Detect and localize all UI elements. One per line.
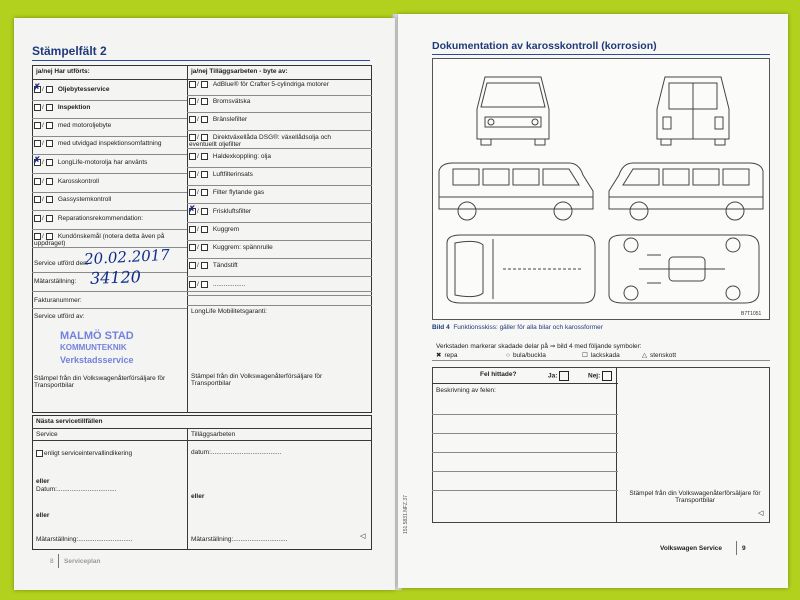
extra-label: AdBlue® för Crafter 5-cylindriga motorer (212, 81, 329, 89)
extra-row[interactable]: / Bränslefilter (189, 116, 339, 123)
done-row[interactable]: ✗ / LongLife-motorolja har använts (33, 155, 148, 167)
van-top-view (447, 235, 595, 303)
yes-checkbox[interactable] (34, 122, 41, 129)
dealer-stamp: MALMÖ STAD KOMMUNTEKNIK Verkstadsservice (60, 330, 134, 365)
van-underbody-view (609, 235, 759, 303)
no-checkbox[interactable] (201, 116, 208, 123)
no-checkbox[interactable] (46, 159, 53, 166)
yes-checkbox[interactable] (189, 189, 196, 196)
right-heading-rule (432, 54, 770, 55)
left-page-number: 8 (50, 558, 54, 565)
col1-header: ja/nej Har utförts: (36, 68, 90, 75)
stamp-caption-right: Stämpel från din Volkswagenåterförsäljare för Transportbilar (191, 373, 323, 388)
longlife-label: LongLife Mobilitetsgaranti: (191, 308, 267, 315)
odometer-handwritten: 34120 (89, 267, 142, 288)
extra-label: Kuggrem (212, 226, 240, 234)
extra-label: Haldexkoppling: olja (212, 153, 271, 161)
extra-label: Bränslefilter (212, 116, 248, 124)
image-code: B7T1051 (741, 311, 762, 317)
symbol-stenskott: △ stenskott (642, 352, 677, 359)
done-label: Oljebytesservice (57, 86, 110, 94)
left-heading: Stämpelfält 2 (32, 44, 107, 58)
van-right-side-view (609, 163, 763, 220)
performed-by-label: Service utförd av: (34, 313, 85, 320)
stamp-caption-left: Stämpel från din Volkswagenåterförsäljare för Transportbilar (34, 375, 166, 390)
extra-row[interactable]: / Tändstift (189, 262, 339, 269)
extra-row[interactable]: / Luftfilterinsats (189, 171, 339, 178)
no-checkbox[interactable] (46, 140, 53, 147)
next-service-col2: Tilläggsarbeten (191, 431, 236, 438)
extra-label: Direktväxellåda DSG®: växellådsolja och eventuellt oljefilter (189, 134, 332, 149)
next-odometer-field-1[interactable]: Mätarställning:.............................. (36, 536, 133, 543)
yes-checkbox[interactable] (189, 153, 196, 160)
extra-label: Kuggrem: spännrulle (212, 244, 273, 252)
symbol-lackskada: ☐ lackskada (582, 352, 620, 359)
done-row[interactable]: / Karosskontroll (34, 178, 184, 185)
done-label: Kundönskemål (notera detta även på uppdraget) (34, 233, 165, 248)
eller-1: eller (36, 478, 50, 485)
vehicle-diagram (432, 58, 770, 320)
triangle-marker-right: ◁ (758, 510, 764, 517)
yes-checkbox[interactable] (189, 171, 196, 178)
heading-rule (32, 60, 370, 61)
extra-row[interactable]: / Kuggrem: spännrulle (189, 244, 339, 251)
done-row[interactable]: / Inspektion (34, 104, 184, 111)
done-row[interactable]: / med motoroljebyte (34, 122, 184, 129)
interval-option[interactable]: enligt serviceintervallindikering (36, 450, 132, 457)
van-front-view (477, 77, 549, 145)
yes-checkbox[interactable] (189, 81, 196, 88)
done-row[interactable]: / Gassystemkontroll (34, 196, 184, 203)
yes-checkbox[interactable]: ✗ (33, 82, 41, 93)
no-checkbox[interactable] (201, 153, 208, 160)
extra-label: .................. (212, 281, 246, 289)
yes-checkbox[interactable] (189, 134, 196, 141)
right-page-number: 9 (742, 545, 746, 552)
extra-label: Luftfilterinsats (212, 171, 253, 179)
odometer-label: Mätarställning: (34, 278, 77, 285)
no-checkbox[interactable] (46, 196, 53, 203)
service-date-handwritten: 20.02.2017 (83, 245, 171, 269)
done-label: LongLife-motorolja har använts (57, 159, 148, 167)
next-datum-field[interactable]: datum:....................................... (191, 449, 282, 456)
done-label: Inspektion (57, 104, 91, 112)
done-label: Gassystemkontroll (57, 196, 112, 204)
symbol-instructions: Verkstaden markerar skadade delar på ⇒ bild 4 med följande symboler: (436, 343, 642, 350)
extra-row[interactable]: / Direktväxellåda DSG®: växellådsolja och eventuellt oljefilter (189, 134, 332, 149)
extra-label: Friskluftsfilter (212, 208, 252, 216)
done-label: Karosskontroll (57, 178, 99, 186)
eller-2: eller (191, 493, 205, 500)
yes-checkbox[interactable] (34, 233, 41, 240)
yes-checkbox[interactable] (189, 281, 196, 288)
yes-checkbox[interactable] (34, 178, 41, 185)
extra-row[interactable]: / AdBlue® för Crafter 5-cylindriga motorer (189, 81, 339, 88)
yes-checkbox[interactable] (34, 104, 41, 111)
no-checkbox[interactable] (201, 226, 208, 233)
done-row[interactable]: / Kundönskemål (notera detta även på uppdraget) (34, 233, 165, 248)
yes-checkbox[interactable] (189, 262, 196, 269)
figure-caption: Bild 4 Funktionsskiss: gäller för alla bilar och karossformer (432, 324, 603, 331)
next-date-field[interactable]: Datum:................................. (36, 486, 117, 493)
yes-checkbox[interactable] (189, 226, 196, 233)
description-label: Beskrivning av felen: (436, 387, 496, 394)
symbol-bulabuckla: ○ bula/buckla (506, 352, 546, 359)
right-heading: Dokumentation av karosskontroll (korrosion) (432, 40, 657, 52)
done-label: med utvidgad inspektionsomfattning (57, 140, 162, 148)
yes-checkbox[interactable]: ✗ (188, 204, 196, 215)
left-page (14, 18, 395, 590)
no-checkbox[interactable] (201, 262, 208, 269)
no-checkbox[interactable] (201, 281, 208, 288)
no-checkbox[interactable] (201, 244, 208, 251)
done-label: med motoroljebyte (57, 122, 112, 130)
no-checkbox[interactable] (46, 104, 53, 111)
symbol-repa: ✖ repa (436, 352, 458, 359)
done-label: Reparationsrekommendation: (57, 215, 144, 223)
no-checkbox[interactable] (201, 189, 208, 196)
right-stamp-caption: Stämpel från din Volkswagenåterförsäljare för Transportbilar (629, 490, 761, 505)
nej-label[interactable]: Nej: (588, 371, 612, 381)
yes-checkbox[interactable] (34, 215, 41, 222)
right-page (398, 14, 788, 588)
no-checkbox[interactable] (201, 81, 208, 88)
extra-row[interactable]: / .................. (189, 281, 339, 288)
eller-3: eller (36, 512, 50, 519)
next-service-col1: Service (36, 431, 58, 438)
no-checkbox[interactable] (46, 122, 53, 129)
right-footer-brand: Volkswagen Service (660, 545, 723, 552)
extra-label: Filter flytande gas (212, 189, 265, 197)
no-checkbox[interactable] (201, 98, 208, 105)
extra-label: Bromsvätska (212, 98, 251, 106)
yes-checkbox[interactable] (34, 140, 41, 147)
no-checkbox[interactable] (46, 233, 53, 240)
van-left-side-view (439, 163, 593, 220)
extra-row[interactable]: / Kuggrem (189, 226, 339, 233)
extra-row[interactable]: ✗ / Friskluftsfilter (188, 204, 252, 216)
yes-checkbox[interactable]: ✗ (33, 155, 41, 166)
yes-checkbox[interactable] (34, 196, 41, 203)
no-checkbox[interactable] (46, 215, 53, 222)
extra-row[interactable]: / Filter flytande gas (189, 189, 339, 196)
next-odometer-field-2[interactable]: Mätarställning:.............................. (191, 536, 288, 543)
done-row[interactable]: / Reparationsrekommendation: (34, 215, 184, 222)
van-sketch-svg (433, 59, 769, 319)
service-date-label: Service utförd den: (34, 260, 89, 267)
no-checkbox[interactable] (46, 86, 53, 93)
col2-header: ja/nej Tilläggsarbeten - byte av: (191, 68, 288, 75)
van-rear-view (657, 77, 729, 145)
done-row[interactable]: / med utvidgad inspektionsomfattning (34, 140, 184, 147)
found-label: Fel hittade? (480, 371, 517, 378)
doc-code: 151.5831.NFZ.37 (403, 495, 409, 534)
extra-row[interactable]: / Bromsvätska (189, 98, 339, 105)
ja-label[interactable]: Ja: (548, 371, 569, 381)
no-checkbox[interactable] (201, 171, 208, 178)
yes-checkbox[interactable] (189, 244, 196, 251)
yes-checkbox[interactable] (189, 98, 196, 105)
no-checkbox[interactable] (201, 134, 208, 141)
next-service-heading: Nästa servicetillfällen (36, 418, 103, 425)
extra-row[interactable]: / Haldexkoppling: olja (189, 153, 339, 160)
invoice-label: Fakturanummer: (34, 297, 82, 304)
done-row[interactable]: ✗ / Oljebytesservice (33, 82, 110, 94)
no-checkbox[interactable] (201, 208, 208, 215)
extra-label: Tändstift (212, 262, 238, 270)
left-footer-text: Serviceplan (64, 558, 101, 565)
no-checkbox[interactable] (46, 178, 53, 185)
yes-checkbox[interactable] (189, 116, 196, 123)
triangle-marker-left: ◁ (360, 533, 366, 540)
